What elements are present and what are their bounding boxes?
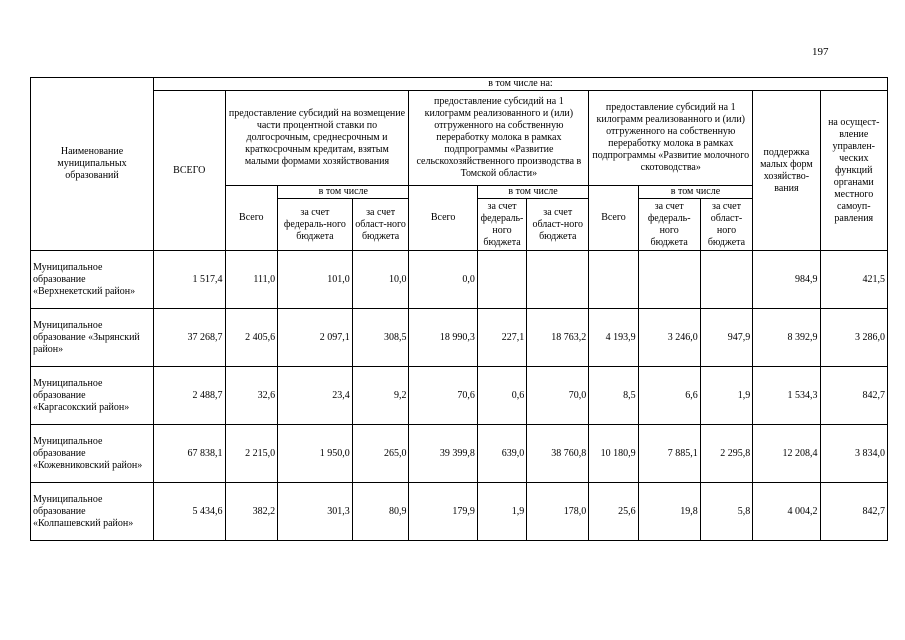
value-cell: 382,2 (225, 483, 278, 541)
value-cell: 10 180,9 (589, 425, 638, 483)
value-cell: 3 834,0 (820, 425, 887, 483)
header-total: ВСЕГО (154, 91, 226, 251)
value-cell (700, 251, 753, 309)
header-g3-including: в том числе (638, 186, 753, 199)
municipality-name: Муниципальное образование «Колпашевский район» (31, 483, 154, 541)
value-cell: 0,0 (409, 251, 477, 309)
value-cell: 265,0 (352, 425, 409, 483)
value-cell: 2 295,8 (700, 425, 753, 483)
value-cell (589, 251, 638, 309)
value-cell: 111,0 (225, 251, 278, 309)
value-cell: 37 268,7 (154, 309, 226, 367)
value-cell: 1 534,3 (753, 367, 820, 425)
header-g2-federal: за счет федераль-ного бюджета (477, 199, 526, 251)
value-cell: 4 004,2 (753, 483, 820, 541)
value-cell: 842,7 (820, 367, 887, 425)
value-cell: 70,0 (527, 367, 589, 425)
value-cell (477, 251, 526, 309)
value-cell: 947,9 (700, 309, 753, 367)
value-cell: 2 097,1 (278, 309, 353, 367)
header-g2-including: в том числе (477, 186, 588, 199)
header-g1-regional: за счет област-ного бюджета (352, 199, 409, 251)
value-cell: 1,9 (700, 367, 753, 425)
value-cell: 19,8 (638, 483, 700, 541)
municipality-name: Муниципальное образование «Зырянский район» (31, 309, 154, 367)
value-cell: 23,4 (278, 367, 353, 425)
table-row (31, 483, 888, 541)
table-row (31, 367, 888, 425)
value-cell: 25,6 (589, 483, 638, 541)
header-g1-federal: за счет федераль-ного бюджета (278, 199, 353, 251)
value-cell: 9,2 (352, 367, 409, 425)
table-body (31, 251, 888, 541)
value-cell: 2 215,0 (225, 425, 278, 483)
header-including: в том числе на: (154, 78, 888, 91)
value-cell: 1 950,0 (278, 425, 353, 483)
municipality-name: Муниципальное образование «Верхнекетский район» (31, 251, 154, 309)
header-g2-regional: за счет област-ного бюджета (527, 199, 589, 251)
value-cell: 39 399,8 (409, 425, 477, 483)
value-cell: 308,5 (352, 309, 409, 367)
value-cell: 301,3 (278, 483, 353, 541)
value-cell: 67 838,1 (154, 425, 226, 483)
value-cell: 7 885,1 (638, 425, 700, 483)
municipality-name: Муниципальное образование «Кожевниковский район» (31, 425, 154, 483)
value-cell: 421,5 (820, 251, 887, 309)
page-number: 197 (812, 46, 829, 58)
value-cell: 70,6 (409, 367, 477, 425)
value-cell: 984,9 (753, 251, 820, 309)
value-cell: 8 392,9 (753, 309, 820, 367)
value-cell: 2 405,6 (225, 309, 278, 367)
header-small-forms: поддержка малых форм хозяйство-вания (753, 91, 820, 251)
header-g3-regional: за счет област-ного бюджета (700, 199, 753, 251)
table-row (31, 309, 888, 367)
value-cell: 3 246,0 (638, 309, 700, 367)
table-row (31, 425, 888, 483)
subsidy-table (30, 77, 888, 541)
value-cell (638, 251, 700, 309)
value-cell: 2 488,7 (154, 367, 226, 425)
value-cell: 179,9 (409, 483, 477, 541)
value-cell (527, 251, 589, 309)
value-cell: 1,9 (477, 483, 526, 541)
header-g3-federal: за счет федераль-ного бюджета (638, 199, 700, 251)
header-group-milk-agri: предоставление субсидий на 1 килограмм реализованного и (или) отгруженного на собственную переработку молока в рамках подпрограммы «Развитие сельскохозяйственного производства в Томской области» (409, 91, 589, 186)
value-cell: 32,6 (225, 367, 278, 425)
header-group-milk-dairy: предоставление субсидий на 1 килограмм реализованного и (или) отгруженного на собственную переработку молока в рамках подпрограммы «Развитие молочного скотоводства» (589, 91, 753, 186)
value-cell: 38 760,8 (527, 425, 589, 483)
value-cell: 5 434,6 (154, 483, 226, 541)
value-cell: 639,0 (477, 425, 526, 483)
value-cell: 101,0 (278, 251, 353, 309)
value-cell: 6,6 (638, 367, 700, 425)
value-cell: 178,0 (527, 483, 589, 541)
value-cell: 18 763,2 (527, 309, 589, 367)
value-cell: 80,9 (352, 483, 409, 541)
value-cell: 4 193,9 (589, 309, 638, 367)
header-g1-including: в том числе (278, 186, 409, 199)
value-cell: 8,5 (589, 367, 638, 425)
value-cell: 227,1 (477, 309, 526, 367)
value-cell: 1 517,4 (154, 251, 226, 309)
header-g1-total: Всего (225, 186, 278, 251)
header-g3-total: Всего (589, 186, 638, 251)
value-cell: 5,8 (700, 483, 753, 541)
header-g2-total: Всего (409, 186, 477, 251)
value-cell: 18 990,3 (409, 309, 477, 367)
municipality-name: Муниципальное образование «Каргасокский район» (31, 367, 154, 425)
table-row (31, 251, 888, 309)
value-cell: 10,0 (352, 251, 409, 309)
value-cell: 12 208,4 (753, 425, 820, 483)
value-cell: 842,7 (820, 483, 887, 541)
value-cell: 3 286,0 (820, 309, 887, 367)
header-group-interest-rate: предоставление субсидий на возмещение части процентной ставки по долгосрочным, среднесрочным и краткосрочным кредитам, взятым малыми формами хозяйствования (225, 91, 409, 186)
header-name-column: Наименование муниципальных образований (31, 78, 154, 251)
value-cell: 0,6 (477, 367, 526, 425)
header-local-gov: на осущест-вление управлен-ческих функций органами местного самоуп-равления (820, 91, 887, 251)
